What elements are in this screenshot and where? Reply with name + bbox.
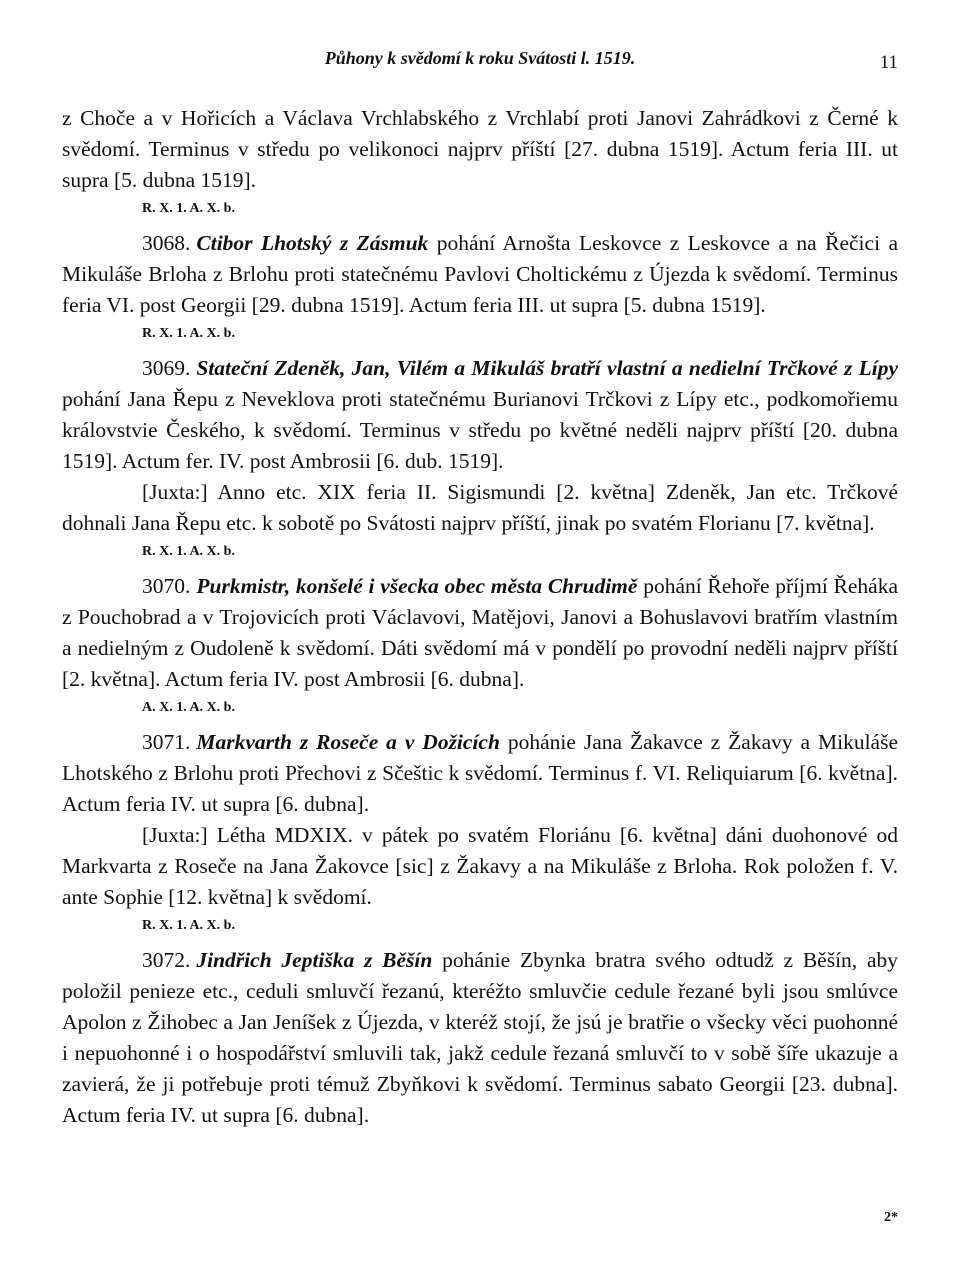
entry-text: pohání Arnošta Leskovce z Leskovce a na Řečici a Mikuláše Brloha z Brlohu proti statečnému Pavlovi Choltickému z Újezda k svědomí. Terminus feria VI. post Georgii [29. dubna 1519]. Actum feria III. ut supra [5. dubna 1519].	[62, 231, 899, 317]
running-head	[62, 36, 898, 76]
archival-signature: R. X. 1. A. X. b.	[142, 326, 235, 341]
entry-note: [Juxta:] Létha MDXIX. v pátek po svatém Floriánu [6. května] dáni duohonové od Markvarta z Roseče na Jana Žakovce [sic] z Žakavy a na Mikuláše z Brloha. Rok položen f. V. ante Sophie [12. května] k svědomí.	[62, 823, 898, 909]
document-page	[62, 36, 899, 1225]
entry-parties: Ctibor Lhotský z Zásmuk	[196, 231, 429, 255]
entry-number: 3069.	[142, 356, 191, 380]
running-title: Půhony k svědomí k roku Svátosti l. 1519.	[324, 48, 636, 68]
entry-note: [Juxta:] Anno etc. XIX feria II. Sigismundi [2. května] Zdeněk, Jan etc. Trčkové dohnali Jana Řepu etc. k sobotě po Svátosti najprv příští, jinak po svatém Florianu [7. května].	[62, 480, 898, 535]
entry-number: 3072.	[142, 948, 191, 972]
entry-parties: Stateční Zdeněk, Jan, Vilém a Mikuláš bratří vlastní a nedielní Trčkové z Lípy	[196, 356, 898, 380]
entry-3069	[62, 353, 898, 477]
entry-parties: Markvarth z Roseče a v Dožicích	[196, 730, 500, 754]
entry-3068	[62, 228, 898, 321]
entry-text: pohání Jana Řepu z Neveklova proti statečnému Burianovi Trčkovi z Lípy etc., podkomořiemu královstvie Českého, k svědomí. Terminus v středu po květné neděli najprv příští [20. dubna 1519]. Actum fer. IV. post Ambrosii [6. dub. 1519].	[62, 387, 898, 473]
entry-3070	[62, 571, 898, 695]
entry-parties: Jindřich Jeptiška z Běšín	[196, 948, 433, 972]
entry-text: pohánie Zbynka bratra svého odtudž z Běšín, aby položil penieze etc., ceduli smluvčí řezanú, kteréžto smluvčie cedule řezané byli jsou smlúvce Apolon z Žihobec a Jan Jeníšek z Újezda, v kteréž stojí, že jsú je bratřie o všecky věci puohonné i nepuohonné i o hospodářství smluvili tak, jakž cedule řezaná smluvčí to v sobě šíře ukazuje a zavierá, že ji potřebuje proti témuž Zbyňkovi k svědomí. Terminus sabato Georgii [23. dubna]. Actum feria IV. ut supra [6. dubna].	[62, 948, 898, 1127]
archival-signature: A. X. 1. A. X. b.	[142, 700, 235, 715]
page-number: 11	[879, 52, 898, 73]
entry-number: 3071.	[142, 730, 191, 754]
entry-3071	[62, 727, 898, 820]
entry-3072	[62, 945, 898, 1131]
entry-text: pohání Řehoře příjmí Řeháka z Pouchobrad a v Trojovicích proti Václavovi, Matějovi, Janovi a Bohuslavovi bratřím vlastním a nedielným z Oudoleně k svědomí. Dáti svědomí má v pondělí po provodní neděli najprv příští [2. května]. Actum feria IV. post Ambrosii [6. dubna].	[62, 574, 898, 691]
archival-signature: R. X. 1. A. X. b.	[142, 201, 235, 216]
archival-signature: R. X. 1. A. X. b.	[142, 544, 235, 559]
entry-number: 3070.	[142, 574, 191, 598]
continued-paragraph: z Choče a v Hořicích a Václava Vrchlabského z Vrchlabí proti Janovi Zahrádkovi z Černé k svědomí. Terminus v středu po velikonoci najprv příští [27. dubna 1519]. Actum feria III. ut supra [5. dubna 1519].	[62, 106, 898, 192]
entry-parties: Purkmistr, konšelé i všecka obec města Chrudimě	[196, 574, 638, 598]
entry-text: pohánie Jana Žakavce z Žakavy a Mikuláše Lhotského z Brlohu proti Přechovi z Sčeštic k svědomí. Terminus f. VI. Reliquiarum [6. května]. Actum feria IV. ut supra [6. dubna].	[62, 730, 899, 816]
document-body	[62, 103, 898, 1131]
archival-signature: R. X. 1. A. X. b.	[142, 918, 235, 933]
signature-mark: 2*	[884, 1210, 898, 1225]
entry-number: 3068.	[142, 231, 191, 255]
